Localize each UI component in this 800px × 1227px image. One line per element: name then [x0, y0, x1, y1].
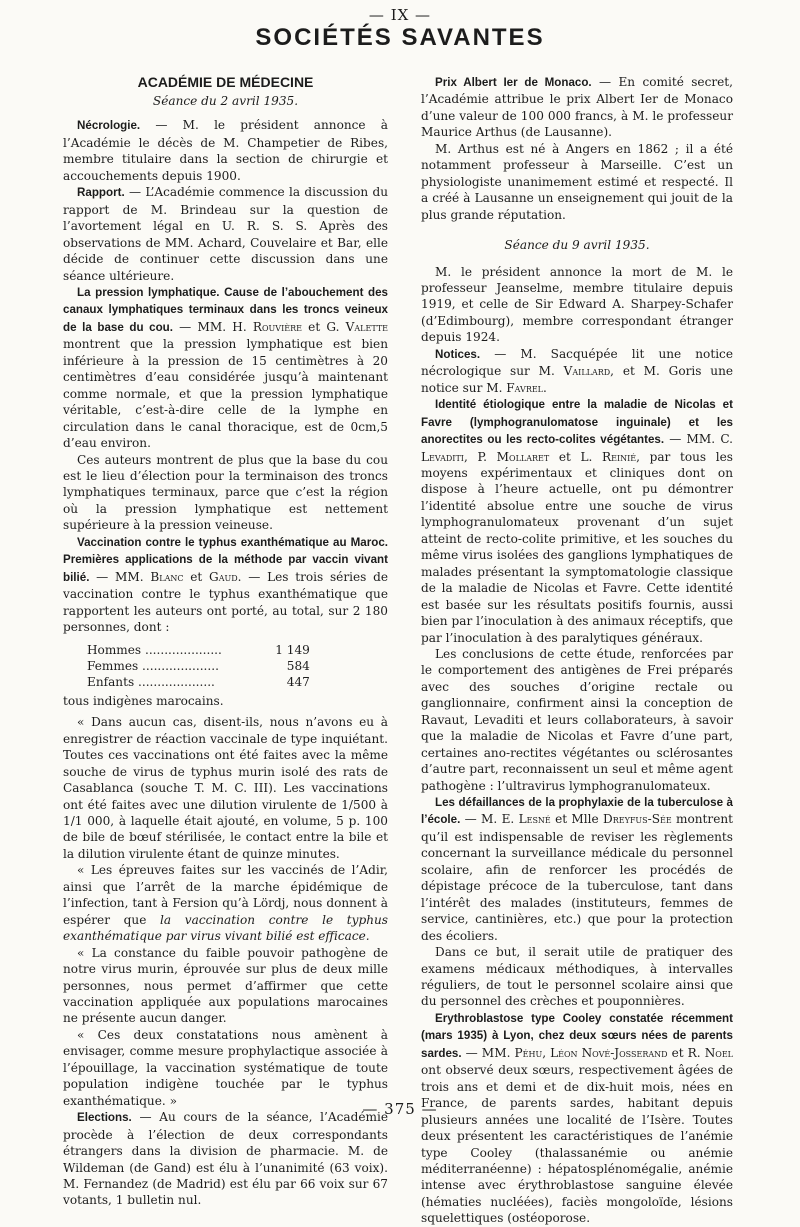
prix-paragraph-2: M. Arthus est né à Angers en 1862 ; il a été notamment professeur à Marseille. C’est un physiologiste unanimement estimé et respecté. Il a créé à Lausanne un enseignement qui jouit de la plus grande réputation.: [421, 141, 733, 222]
quote-paragraph: « La constance du faible pouvoir pathogène de notre virus murin, éprouvée sur plus de deux mille personnes, nous permet d’affirmer que cette vaccination appliquée aux populations marocaines ne présente aucun danger.: [63, 945, 388, 1026]
elections-heading: Elections.: [77, 1111, 132, 1125]
author-name: Vaillard: [563, 364, 611, 379]
stats-label: [87, 642, 222, 658]
stats-leader-dots: ....................: [134, 675, 215, 690]
author-name: Favrel: [506, 380, 543, 395]
right-column: [421, 74, 733, 1227]
rapport-heading: Rapport.: [77, 186, 125, 200]
vaccination-and: et: [183, 569, 210, 584]
author-name: Noel: [704, 1045, 733, 1060]
defaillances-text: montrent qu’il est indispensable de reviser les règlements concernant la surveillance médicale du personnel scolaire, afin de renforcer les procédés de dépistage précoce de la tuberculose, tant dans l’intérêt des malades (instituteurs, femmes de service, cantinières, etc.) que pour la protection des écoliers.: [421, 812, 734, 943]
erythro-paragraph: [421, 1010, 733, 1227]
vaccination-stats-table: [87, 642, 310, 691]
rapport-paragraph: [63, 184, 388, 284]
death-paragraph: M. le président annonce la mort de M. le professeur Jeanselme, membre titulaire depuis 1919, et celle de Sir Edward A. Sharpey-Schafer (d’Edimbourg), membre correspondant étranger depuis 1924.: [421, 264, 733, 345]
seance-date: Séance du 2 avril 1935.: [152, 94, 299, 108]
notices-text: , et M. Goris une notice sur M.: [421, 364, 734, 395]
stats-leader-dots: ....................: [138, 658, 219, 673]
defaillances-paragraph-2: Dans ce but, il serait utile de pratiquer des examens médicaux méthodiques, à intervalles réguliers, de tout le personnel scolaire ainsi que du personnel des crèches et pouponnières.: [421, 945, 733, 1009]
notices-heading: Notices.: [435, 347, 481, 361]
author-name: Lesné: [518, 812, 551, 827]
author-name: Levaditi: [421, 449, 464, 464]
elections-paragraph: [63, 1109, 388, 1209]
author-name: Blanc: [150, 569, 184, 584]
notices-text: .: [543, 380, 547, 395]
identite-paragraph: [421, 396, 733, 646]
pression-heading: La pression lymphatique. Cause de l’abouchement des canaux lymphatiques terminaux dans les troncs veineux de la base du cou.: [63, 285, 388, 334]
author-name: Valette: [345, 319, 388, 334]
quote-italic: la vaccination contre le typhus exanthématique par virus vivant bilié est efficace.: [63, 912, 389, 944]
defaillances-text: — M. E.: [460, 812, 519, 827]
stats-value: 584: [286, 658, 310, 673]
identite-text: , P.: [463, 449, 497, 464]
erythro-text: ont observé deux sœurs, respectivement âgées de trois ans et demi et de dix-huit mois, nées en France, de parents sardes, habitant depuis plusieurs années une localité de l’Isère. Toutes deux présentent les caractéristiques de l’anémie type Cooley (thalassanémie ou anémie méditerranéenne) : hépatosplénomégalie, anémie intense avec érythroblastose sanguine élevée (hématies nucléées), faciès mongoloïde, lésions squelettiques (ostéoporose.: [421, 1063, 733, 1226]
author-name: Reinié: [602, 449, 637, 464]
stats-leader-dots: ....................: [141, 642, 222, 657]
pression-paragraph-2: Ces auteurs montrent de plus que la base du cou est le lieu d’élection pour la terminaison des troncs lymphatiques terminaux, parce que c’est la région où la pression lymphatique est nettement supérieure à la pression veineuse.: [63, 452, 388, 533]
prix-paragraph: [421, 74, 733, 141]
erythro-text: et R.: [667, 1045, 705, 1060]
defaillances-heading: Les défaillances de la prophylaxie de la tuberculose à l’école.: [421, 796, 733, 827]
page-title: SOCIÉTÉS SAVANTES: [255, 24, 545, 51]
seance-date: Séance du 9 avril 1935.: [504, 238, 650, 253]
folio-number: — IX —: [368, 6, 432, 24]
quote-paragraph: [63, 862, 388, 944]
prix-heading: Prix Albert Ier de Monaco.: [435, 76, 592, 89]
stats-label: [87, 674, 222, 690]
identite-heading: Identité étiologique entre la maladie de Nicolas et Favre (lymphogranulomatose inguinale) et les anorectites ou les recto-colites végétantes.: [421, 398, 733, 447]
quote-paragraph: « Ces deux constatations nous amènent à envisager, comme mesure prophylactique associée à l’épouillage, la vaccination systématique de toute population indigène touchée par le typhus exanthématique. »: [63, 1027, 388, 1108]
identite-text: — MM. C.: [664, 432, 733, 447]
author-name: Mollaret: [496, 449, 550, 464]
pression-paragraph: [63, 284, 388, 452]
rapport-text: — L’Académie commence la discussion du rapport de M. Brindeau sur la question de l’avortement légal en U. R. S. S. Après des observations de MM. Achard, Couvelaire et Bar, elle décide de continuer cette discussion dans une séance ultérieure.: [63, 185, 388, 283]
identite-paragraph-2: Les conclusions de cette étude, renforcées par le comportement des antigènes de Frei préparés avec des souches d’origine rectale ou ganglionnaire, confirment ainsi la conception de Ravaut, Levaditi et leurs collaborateurs, à savoir que la maladie de Nicolas et Favre d’une part, certaines ano-rectites végétantes ou sclérosantes d’autre part, reconnaissent un seul et même agent pathogène : l’ultravirus lymphogranulomateux.: [421, 646, 733, 793]
elections-text: — Au cours de la séance, l’Académie procède à l’élection de deux correspondants étrangers dans la division de pharmacie. M. de Wildeman (de Gand) est élu à l’unanimité (63 voix). M. Fernandez (de Madrid) est élu par 66 voix sur 67 votants, 1 bulletin nul.: [63, 1110, 388, 1208]
necrologie-text: — M. le président annonce à l’Académie le décès de M. Champetier de Ribes, membre titulaire dans la section de chirurgie et accouchements depuis 1900.: [63, 118, 388, 183]
notices-text: — M. Sacquépée lit une notice nécrologique sur M.: [421, 346, 733, 379]
vaccination-mid: — MM.: [89, 569, 151, 584]
page-number: — 375 —: [362, 1100, 438, 1118]
defaillances-paragraph: [421, 794, 733, 944]
author-name: Gaud: [209, 569, 238, 584]
left-column: [63, 74, 388, 1209]
erythro-text: ,: [542, 1045, 551, 1060]
author-name: Péhu: [514, 1045, 543, 1060]
stats-row: [87, 642, 310, 658]
defaillances-text: et Mlle: [550, 812, 604, 827]
vaccination-text: . — Les trois séries de vaccination contre le typhus exanthématique que rapportent les auteurs ont porté, au total, sur 2 180 personnes, dont :: [63, 569, 388, 635]
erythro-text: — MM.: [461, 1045, 515, 1060]
page-header: [0, 6, 800, 52]
erythro-heading: Erythroblastose type Cooley constatée récemment (mars 1935) à Lyon, chez deux sœurs nées de parents sardes.: [421, 1011, 733, 1060]
stats-label-text: Hommes: [87, 642, 142, 657]
stats-value: 1 149: [275, 642, 310, 657]
prix-text: — En comité secret, l’Académie attribue le prix Albert Ier de Monaco d’une valeur de 100 000 francs, à M. le professeur Maurice Arthus (de Lausanne).: [421, 75, 733, 140]
stats-label-text: Femmes: [87, 658, 139, 673]
stats-label: [87, 658, 222, 674]
notices-paragraph: [421, 346, 733, 396]
identite-text: et L.: [549, 449, 602, 464]
stats-after: tous indigènes marocains.: [63, 693, 224, 708]
stats-label-text: Enfants: [87, 675, 135, 690]
vaccination-paragraph: [63, 534, 388, 636]
author-name: Rouvière: [252, 319, 302, 334]
vaccination-heading: Vaccination contre le typhus exanthématique au Maroc. Premières applications de la méthode par vaccin vivant bilié.: [63, 535, 388, 584]
author-name: Léon Nové-Josserand: [550, 1045, 668, 1060]
pression-mid: — MM. H.: [172, 319, 253, 334]
stats-row: [87, 674, 310, 690]
pression-and: et G.: [301, 319, 346, 334]
author-name: Dreyfus-Sée: [603, 812, 672, 827]
pression-text: montrent que la pression lymphatique est bien inférieure à la pression de 15 centimètres à 20 centimètres d’eau considérée jusqu’à maintenant comme normale, et que la pression lymphatique véritable, c’est-à-dire celle de la lymphe en circulation dans le canal thoracique, est de 0cm,5 d’eau environ.: [63, 337, 388, 451]
quote-paragraph: « Dans aucun cas, disent-ils, nous n’avons eu à enregistrer de réaction vaccinale de type inquiétant. Toutes ces vaccinations ont été faites avec la même souche de virus de typhus murin isolé des rats de Casablanca (souche T. M. C. III). Les vaccinations ont été faites avec une dilution virulente de 1/500 à 1/1 000, à laquelle était ajouté, en volume, 5 p. 100 de bile de bœuf stérilisée, le contact entre la bile et la dilution virulente étant de quinze minutes.: [63, 715, 388, 861]
necrologie-heading: Nécrologie.: [77, 119, 141, 133]
stats-value: 447: [286, 675, 310, 690]
stats-row: [87, 658, 310, 674]
identite-text: , par tous les moyens expérimentaux et cliniques dont on dispose à l’heure actuelle, ont pu démontrer l’identité absolue entre une souche de virus lymphogranulomateux provenant d’un sujet atteint de recto-colite primitive, et les souches du même virus isolées des ganglions lymphatiques de malades présentant la symptomatologie classique de la maladie de Nicolas et Favre. Cette identité est basée sur les résultats positifs fournis, aussi bien par l’inoculation à des animaux réceptifs, que par l’inoculation à des paralytiques généraux.: [421, 449, 733, 645]
quote-text: « Les épreuves faites sur les vaccinés de l’Adir, ainsi que l’arrêt de la marche épidémique de l’infection, tant à Fersion qu’à Lördj, nous donnent à espérer que: [63, 863, 388, 927]
section-title: ACADÉMIE DE MÉDECINE: [137, 74, 314, 90]
necrologie-paragraph: [63, 117, 388, 184]
